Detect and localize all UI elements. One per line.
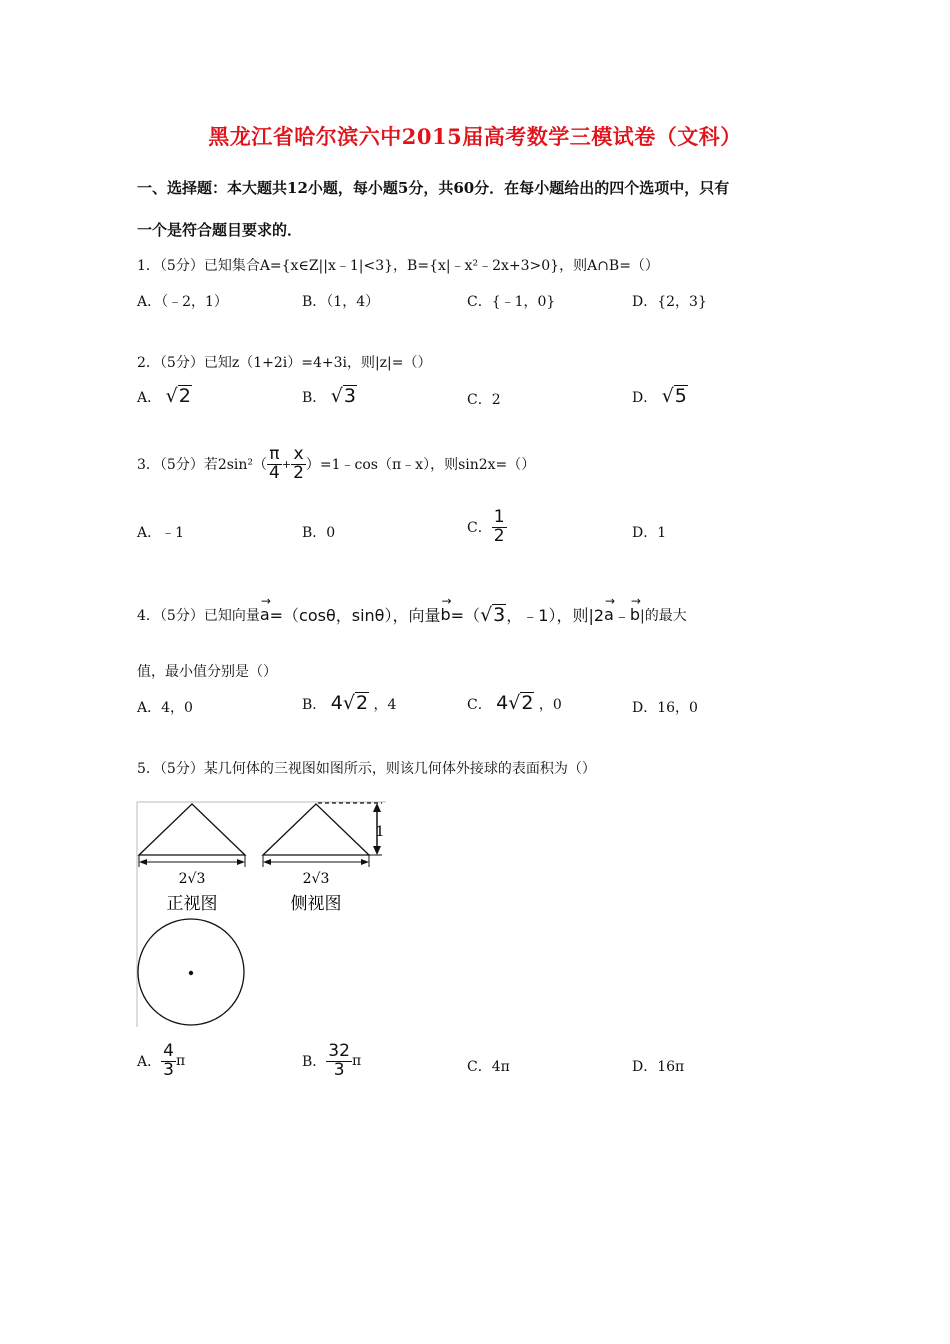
q3-stem-suffix: ）=1﹣cos（π﹣x），则sin2x=（） — [305, 457, 536, 474]
numerator: 32 — [328, 1041, 350, 1061]
q4-stem-part6: |的最大 — [640, 607, 687, 624]
fraction-four-thirds — [161, 1043, 176, 1080]
vector-a: → a — [604, 605, 614, 624]
q2-option-c: C．2 — [467, 392, 501, 408]
q4-option-d: D．16，0 — [632, 700, 698, 716]
fraction-pi-over-4 — [267, 446, 282, 483]
radicand: 2 — [521, 692, 534, 714]
arrowhead-left — [263, 859, 271, 865]
q3-option-c-label: C． — [467, 520, 492, 537]
section-header-line2: 一个是符合题目要求的． — [137, 221, 303, 239]
pi-symbol: π — [351, 1053, 362, 1070]
coefficient: 4 — [496, 692, 509, 714]
q2-option-d-label: D． — [632, 390, 658, 406]
page-title: 黑龙江省哈尔滨六中2015届高考数学三模试卷（文科） — [208, 124, 742, 149]
side-view-label: 侧视图 — [290, 894, 342, 914]
q2-stem: 2．（5分）已知z（1+2i）=4+3i，则|z|=（） — [137, 355, 432, 371]
denominator: 4 — [269, 462, 280, 483]
sqrt-expression: √ 3 — [480, 603, 506, 626]
denominator: 2 — [493, 525, 505, 546]
vector-b: → b — [630, 605, 640, 624]
q4-stem-part5: ﹣ — [613, 606, 630, 625]
q1-option-d: D．{2，3} — [632, 294, 707, 310]
q4-option-c — [467, 692, 562, 714]
q4-stem — [137, 603, 687, 626]
arrowhead-right — [237, 859, 245, 865]
fraction-thirtytwo-thirds — [326, 1043, 352, 1080]
q3-stem — [137, 446, 535, 483]
side-dimension-label: 2√3 — [302, 871, 330, 887]
sqrt-expression: √ 3 — [330, 385, 356, 407]
section-header-line1: 一、选择题：本大题共12小题，每小题5分，共60分．在每小题给出的四个选项中，只有 — [137, 179, 730, 197]
q2-option-a — [137, 385, 192, 407]
q2-option-d — [632, 385, 688, 407]
arrowhead-down — [373, 846, 381, 855]
q5-stem: 5．（5分）某几何体的三视图如图所示，则该几何体外接球的表面积为（） — [137, 761, 596, 777]
side-view-triangle — [263, 804, 369, 855]
q4-option-b-label: B． — [302, 697, 327, 713]
three-view-figure — [130, 795, 400, 1035]
q5-option-a — [137, 1043, 185, 1080]
radicand: 2 — [178, 385, 191, 407]
q2-option-a-label: A． — [137, 390, 162, 406]
radicand: 5 — [674, 385, 687, 407]
front-view-triangle — [139, 804, 245, 855]
q3-stem-prefix: 3．（5分）若2sin²（ — [137, 457, 268, 474]
vector-b: → b — [440, 605, 450, 624]
q1-option-c: C．{﹣1，0} — [467, 294, 556, 310]
q3-option-c — [467, 509, 507, 546]
numerator: 1 — [493, 507, 505, 527]
q4-option-c-tail: ，0 — [538, 697, 562, 713]
height-dimension-label: 1 — [375, 824, 385, 840]
q4-option-a: A．4，0 — [137, 700, 193, 716]
q5-option-a-label: A． — [137, 1054, 162, 1071]
q5-option-c: C．4π — [467, 1059, 510, 1075]
q3-option-a: A．﹣1 — [137, 525, 185, 541]
q5-option-b-label: B． — [302, 1054, 327, 1071]
numerator: 4 — [163, 1041, 174, 1061]
pi-symbol: π — [175, 1053, 186, 1070]
q5-option-d: D．16π — [632, 1059, 685, 1075]
q1-option-b: B．（1，4） — [302, 294, 380, 310]
q3-option-d: D．1 — [632, 525, 667, 541]
arrowhead-left — [139, 859, 147, 865]
sqrt-expression: 4 √ 2 — [496, 692, 534, 714]
q4-option-c-label: C． — [467, 697, 492, 713]
q4-stem-part1: 4．（5分）已知向量 — [137, 607, 260, 624]
numerator: π — [269, 444, 280, 464]
q4-stem-part3: =（ — [450, 606, 481, 625]
radicand: 3 — [493, 603, 506, 626]
vector-a: → a — [260, 605, 270, 624]
q5-option-b — [302, 1043, 361, 1080]
arrowhead-up — [373, 803, 381, 812]
arrowhead-right — [361, 859, 369, 865]
sqrt-expression: √ 5 — [661, 385, 687, 407]
coefficient: 4 — [330, 692, 343, 714]
sqrt-expression: √ 2 — [165, 385, 191, 407]
sqrt-expression: 4 √ 2 — [330, 692, 369, 714]
q2-option-b — [302, 385, 357, 407]
denominator: 3 — [163, 1059, 174, 1080]
denominator: 3 — [333, 1059, 345, 1080]
fraction-x-over-2 — [291, 446, 306, 483]
circle-center-dot — [189, 971, 193, 975]
fraction-one-half — [492, 509, 507, 546]
q1-option-a: A．（﹣2，1） — [137, 294, 228, 310]
q4-stem-part2: =（cosθ，sinθ），向量 — [269, 606, 441, 625]
numerator: x — [293, 444, 304, 464]
radicand: 3 — [343, 385, 356, 407]
q1-stem: 1．（5分）已知集合A={x∈Z||x﹣1|<3}，B={x|﹣x²﹣2x+3>0}，则A∩B=（） — [137, 258, 659, 274]
front-dimension-label: 2√3 — [178, 871, 206, 887]
plus-sign: + — [281, 457, 292, 471]
front-view-label: 正视图 — [166, 894, 218, 914]
q4-stem-line2: 值，最小值分别是（） — [137, 664, 277, 680]
q4-stem-part4: ，﹣1），则|2 — [506, 606, 605, 625]
q4-option-b — [302, 692, 396, 714]
q2-option-b-label: B． — [302, 390, 327, 406]
q3-option-b: B．0 — [302, 525, 336, 541]
q4-option-b-tail: ，4 — [373, 697, 397, 713]
denominator: 2 — [293, 462, 304, 483]
radicand: 2 — [355, 692, 369, 714]
